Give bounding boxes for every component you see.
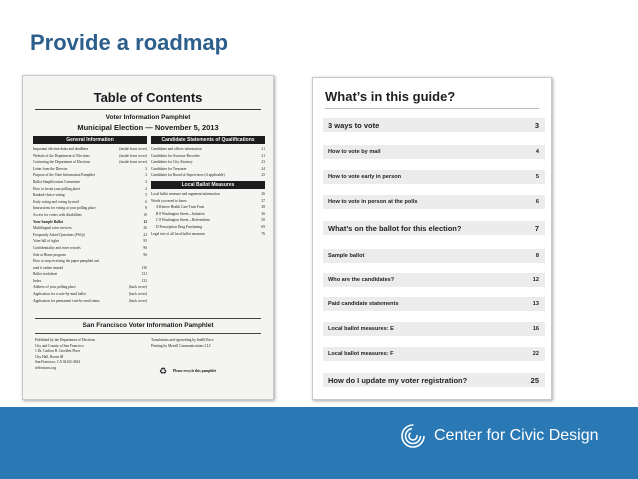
scan-entry-label: Multilingual voter services (33, 226, 72, 231)
scan-entry-page: 12 (143, 219, 147, 224)
scan-right-column (151, 136, 265, 237)
scan-divider (35, 318, 261, 319)
scan-recycle-text: Please recycle this pamphlet (173, 369, 217, 373)
scan-entry-page: 27 (261, 198, 265, 203)
guide-row-page: 12 (532, 277, 539, 283)
scan-toc-entry (33, 172, 147, 179)
scan-toc-entry (151, 153, 265, 160)
scan-footer-line: Published by the Department of Elections (35, 338, 95, 342)
scan-entry-page: 36 (261, 211, 265, 216)
scan-entry-label: Voter bill of rights (33, 239, 60, 244)
scan-entry-label: B 8 Washington Street—Initiative (156, 211, 205, 216)
scan-entry-label: Website of the Department of Elections (33, 153, 90, 158)
swirl-logo-icon (400, 423, 426, 449)
scan-entry-page: (inside front cover) (119, 147, 147, 151)
guide-row (323, 373, 545, 387)
scan-divider (35, 333, 261, 334)
guide-row-label: How to vote early in person (328, 174, 402, 180)
scan-toc-entry (33, 192, 147, 199)
scan-toc-entry (33, 186, 147, 193)
scan-entry-page: 6 (145, 199, 147, 204)
scan-toc-entry (33, 225, 147, 232)
scan-toc-entry (33, 199, 147, 206)
scan-entry-label: Your Sample Ballot (33, 219, 63, 224)
scan-entry-label: Early voting and voting by mail (33, 199, 79, 204)
guide-row-label: Local ballot measures: E (328, 326, 394, 332)
guide-row-label: Paid candidate statements (328, 301, 399, 307)
scan-entry-label: Application for permanent vote-by-mail status (33, 298, 100, 303)
scan-toc-entry (33, 219, 147, 226)
scan-toc-entry (151, 211, 265, 218)
scan-entry-label: Ballot worksheet (33, 272, 58, 277)
scan-footer-line: sfelections.org (35, 365, 56, 370)
scan-title: Table of Contents (93, 90, 203, 105)
guide-row (323, 145, 545, 159)
scan-entry-label: Letter from the Director (33, 166, 68, 171)
scan-entry-page: 96 (143, 245, 147, 250)
guide-title: What’s in this guide? (325, 89, 456, 104)
scan-entry-page: 95 (143, 239, 147, 244)
scan-toc-entry (33, 212, 147, 219)
guide-row-page: 7 (534, 223, 539, 233)
scan-entry-page: (back cover) (128, 285, 147, 290)
scan-entry-page: 25 (261, 173, 265, 178)
scan-toc-entry (33, 205, 147, 212)
scan-toc-entry (33, 146, 147, 153)
scan-toc-entry (151, 166, 265, 173)
scan-right-list-2 (151, 191, 265, 237)
scan-entry-page: (inside front cover) (119, 153, 147, 158)
scan-entry-page: 8 (145, 206, 147, 211)
scan-entry-label: Important election dates and deadlines (33, 147, 89, 151)
scan-entry-label: Candidates for City Attorney (151, 160, 193, 165)
scan-entry-page: 69 (261, 224, 265, 229)
scan-entry-label: Safe at Home program (33, 252, 66, 257)
guide-row-label: 3 ways to vote (328, 120, 380, 130)
guide-row-label: What’s on the ballot for this election? (328, 223, 462, 233)
guide-row-page: 8 (535, 253, 539, 259)
scan-entry-page: 5 (145, 193, 147, 198)
toc-scan-image (22, 75, 274, 400)
scan-entry-label: read it online instead (33, 265, 64, 270)
scan-entry-page: 96 (143, 252, 147, 257)
scan-entry-page: 4 (145, 186, 147, 191)
guide-row (323, 195, 545, 209)
scan-left-column (33, 136, 147, 304)
scan-entry-page: 20 (143, 226, 147, 231)
guide-row-page: 3 (534, 120, 539, 130)
scan-entry-label: Candidates for Board of Supervisors (if applicable) (151, 173, 225, 178)
scan-entry-page: 23 (261, 160, 265, 165)
scan-toc-entry (33, 271, 147, 278)
scan-toc-entry (33, 238, 147, 245)
scan-entry-label: C 8 Washington Street—Referendum (156, 218, 210, 223)
scan-entry-page: (back cover) (128, 292, 147, 297)
scan-entry-label: D Prescription Drug Purchasing (156, 224, 203, 229)
scan-entry-label: Instructions for voting at your polling place (33, 206, 96, 211)
scan-section-header: Candidate Statements of Qualifications (151, 136, 265, 144)
scan-entry-label: Frequently Asked Questions (FAQs) (33, 232, 86, 237)
guide-row-label: How to vote by mail (328, 149, 381, 155)
scan-subtitle: Voter Information Pamphlet (105, 114, 191, 121)
scan-toc-entry (151, 217, 265, 224)
scan-toc-entry (151, 159, 265, 166)
scan-toc-entry (33, 278, 147, 285)
scan-toc-entry (33, 159, 147, 166)
guide-divider (325, 108, 539, 109)
scan-entry-label: Local ballot measure and argument information (151, 191, 220, 196)
guide-row-page: 6 (535, 199, 539, 205)
scan-divider (35, 109, 261, 110)
scan-toc-entry (33, 166, 147, 173)
scan-credits (151, 338, 265, 349)
scan-entry-label: Ranked-choice voting (33, 193, 65, 198)
guide-row (323, 347, 545, 361)
scan-toc-entry (151, 172, 265, 179)
scan-toc-entry (33, 265, 147, 272)
scan-section-header: General Information (33, 136, 147, 144)
scan-entry-page: 50 (261, 218, 265, 223)
scan-entry-page: 28 (261, 205, 265, 210)
scan-entry-page: 3 (145, 173, 147, 178)
scan-entry-label: Address of your polling place (33, 285, 76, 290)
scan-entry-label: How to locate your polling place (33, 186, 81, 191)
guide-row-label: How do I update my voter registration? (328, 375, 468, 385)
scan-footer-line: 1 Dr. Carlton B. Goodlett Place (35, 349, 81, 354)
scan-toc-entry (33, 298, 147, 305)
guide-row-label: How to vote in person at the polls (328, 199, 418, 205)
scan-toc-entry (151, 146, 265, 153)
scan-toc-entry (151, 224, 265, 231)
scan-toc-entry (151, 231, 265, 238)
guide-row-label: Sample ballot (328, 253, 365, 259)
brand-name: Center for Civic Design (434, 427, 599, 444)
scan-entry-label: Candidates for Treasurer (151, 166, 187, 171)
recycle-icon: ♻ (159, 366, 168, 376)
scan-entry-label: Contacting the Department of Elections (33, 160, 91, 165)
scan-footer-line: Printing by Merrill Communications LLC (151, 343, 212, 348)
scan-toc-entry (151, 191, 265, 198)
guide-row (323, 322, 545, 336)
scan-entry-page: 132 (141, 278, 147, 283)
scan-toc-entry (33, 258, 147, 265)
scan-entry-page: 21 (261, 153, 265, 158)
scan-entry-page: 26 (261, 191, 265, 196)
scan-entry-page: 76 (261, 231, 265, 236)
scan-entry-label: Application for a vote-by-mail ballot (33, 292, 87, 297)
scan-entry-label: Index (33, 278, 42, 283)
scan-footer-line: San Francisco, CA 94102-4634 (35, 360, 81, 365)
scan-toc-entry (33, 153, 147, 160)
scan-entry-page: 130 (141, 265, 147, 270)
scan-entry-page: 3 (145, 166, 147, 171)
scan-publisher-info (35, 338, 140, 372)
scan-entry-label: How to stop receiving the paper pamphlet and (33, 259, 100, 264)
scan-entry-label: Ballot Simplification Committee (33, 179, 81, 184)
guide-row-page: 4 (535, 149, 539, 155)
guide-row-label: Who are the candidates? (328, 277, 395, 283)
slide-title: Provide a roadmap (30, 30, 229, 55)
guide-row-page: 5 (535, 174, 539, 180)
guide-row (323, 297, 545, 311)
scan-toc-entry (33, 284, 147, 291)
scan-entry-page: 131 (141, 272, 147, 277)
scan-entry-label: Candidates and offices information (151, 147, 202, 151)
scan-toc-entry (33, 232, 147, 239)
scan-footer-line: City Hall, Room 48 (35, 354, 64, 359)
scan-entry-page: 22 (143, 232, 147, 237)
scan-election-line: Municipal Election — November 5, 2013 (77, 123, 219, 132)
scan-entry-label: Candidates for Assessor-Recorder (151, 153, 200, 158)
scan-entry-page: (back cover) (128, 298, 147, 303)
scan-entry-label: Access for voters with disabilities (33, 212, 82, 217)
scan-toc-entry (33, 245, 147, 252)
scan-entry-page: 3 (145, 179, 147, 184)
guide-row-page: 13 (532, 301, 539, 307)
guide-row (323, 118, 545, 132)
scan-entry-page: 21 (261, 147, 265, 151)
scan-entry-label: Purpose of the Voter Information Pamphlet (33, 173, 95, 178)
scan-entry-page: 24 (261, 166, 265, 171)
scan-section-header: Local Ballot Measures (151, 181, 265, 189)
scan-footer-title: San Francisco Voter Information Pamphlet (82, 322, 214, 329)
guide-row (323, 170, 545, 184)
scan-footer-line: City and County of San Francisco (35, 343, 84, 348)
scan-entry-page: 10 (143, 212, 147, 217)
scan-entry-page: (inside front cover) (119, 160, 147, 165)
scan-right-list (151, 146, 265, 179)
guide-row-page: 22 (532, 351, 539, 357)
scan-entry-label: Confidentiality and voter records (33, 245, 81, 250)
guide-row (323, 249, 545, 263)
scan-toc-entry (151, 198, 265, 205)
scan-toc-entry (33, 291, 147, 298)
scan-left-list (33, 146, 147, 304)
guide-row (323, 221, 545, 235)
scan-entry-label: Legal text of all local ballot measures (151, 231, 206, 236)
scan-toc-entry (151, 204, 265, 211)
scan-footer-line: Translations and typesetting by IntelliVoice (151, 338, 214, 342)
guide-row-label: Local ballot measures: F (328, 351, 394, 357)
scan-toc-entry (33, 252, 147, 259)
guide-page-image (312, 77, 552, 400)
guide-row-page: 16 (532, 326, 539, 332)
scan-entry-label: A Retiree Health Care Trust Fund (156, 205, 205, 210)
scan-entry-label: Words you need to know (151, 198, 187, 203)
brand-lockup (400, 423, 599, 449)
scan-entry-page (145, 258, 147, 265)
guide-row (323, 273, 545, 287)
guide-row-page: 25 (530, 375, 539, 385)
scan-toc-entry (33, 179, 147, 186)
